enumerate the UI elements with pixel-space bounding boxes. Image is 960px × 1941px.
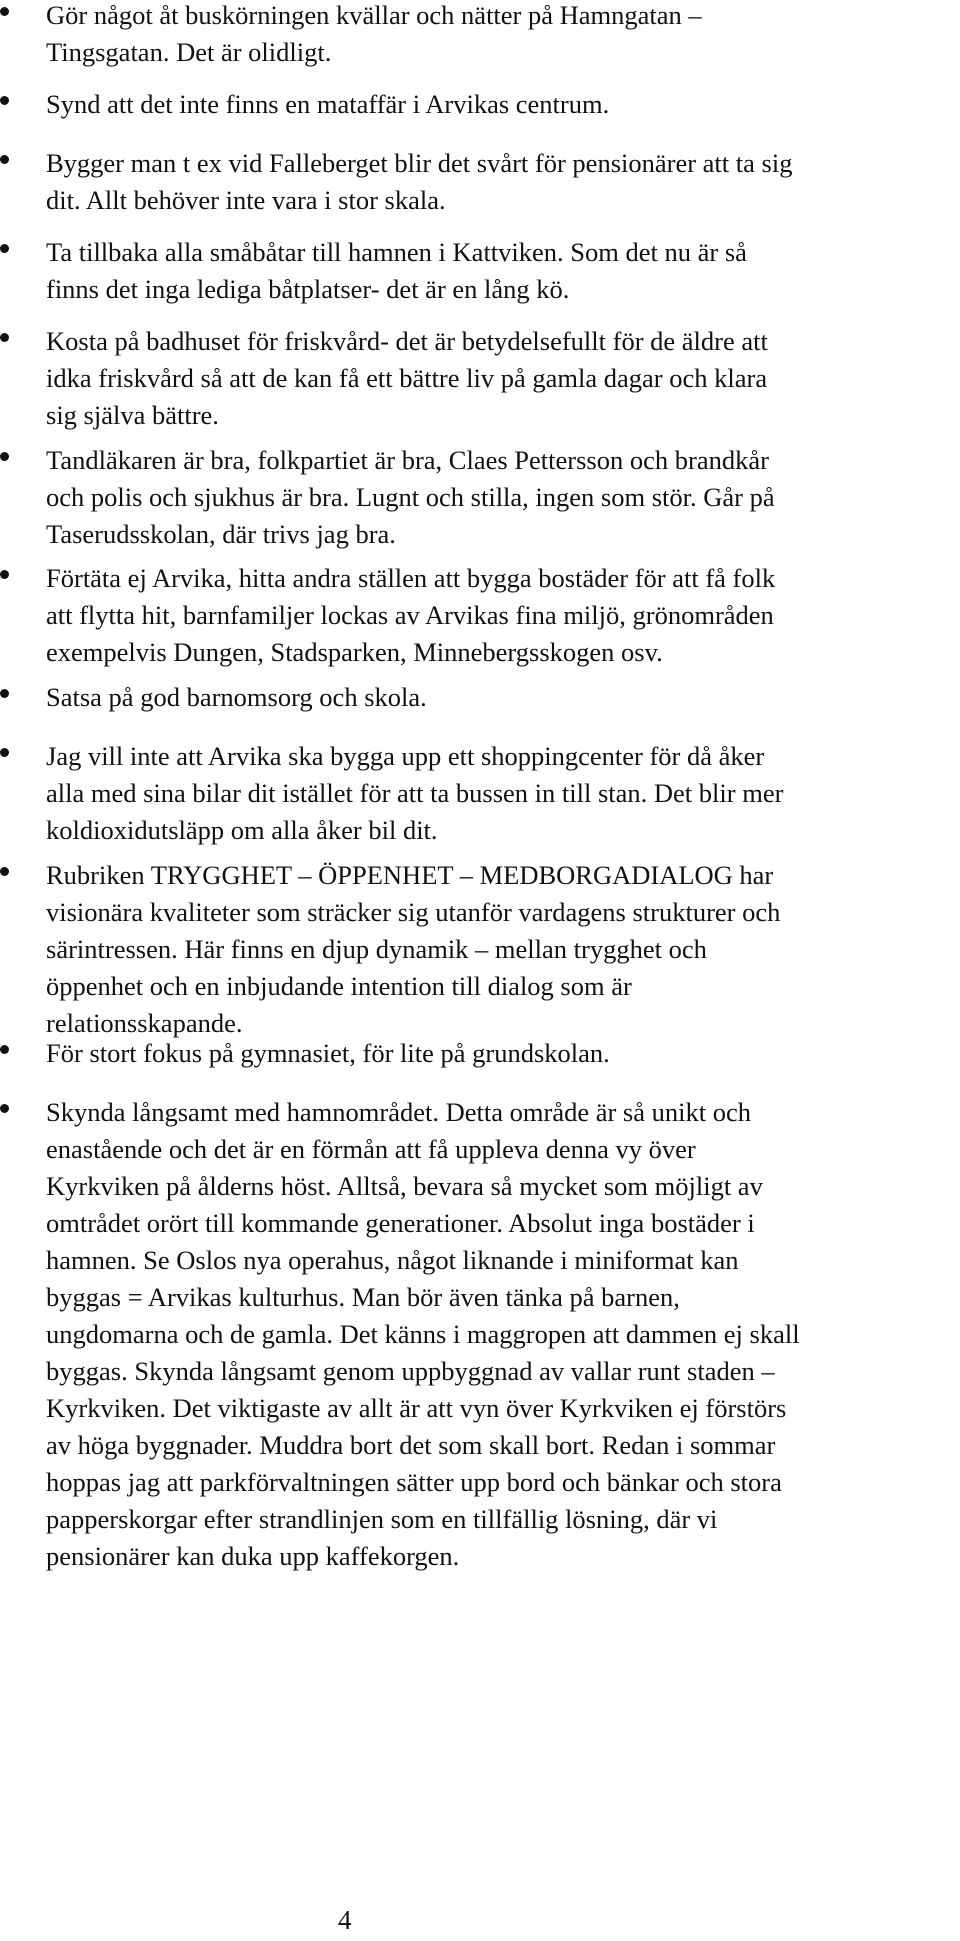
list-item-text: Bygger man t ex vid Falleberget blir det svårt för pensionärer att ta sig dit. Allt behöver inte vara i stor skala. bbox=[46, 148, 793, 215]
bullet-icon bbox=[0, 1045, 9, 1054]
list-item-text: Jag vill inte att Arvika ska bygga upp ett shoppingcenter för då åker alla med sina bilar dit istället för att ta bussen in till stan. Det blir mer koldioxidutsläpp om alla åker bil dit. bbox=[46, 741, 784, 845]
list-item-text: Gör något åt buskörningen kvällar och nätter på Hamngatan – Tingsgatan. Det är olidligt. bbox=[46, 0, 702, 67]
list-item-text: Ta tillbaka alla småbåtar till hamnen i Kattviken. Som det nu är så finns det inga lediga båtplatser- det är en lång kö. bbox=[46, 237, 747, 304]
bullet-icon bbox=[0, 7, 9, 16]
bullet-icon bbox=[0, 155, 9, 164]
bullet-icon bbox=[0, 1104, 9, 1113]
list-item-text: Synd att det inte finns en mataffär i Arvikas centrum. bbox=[46, 89, 610, 119]
bullet-icon bbox=[0, 748, 9, 757]
bullet-icon bbox=[0, 867, 9, 876]
bullet-icon bbox=[0, 244, 9, 253]
list-item-text: För stort fokus på gymnasiet, för lite på grundskolan. bbox=[46, 1038, 610, 1068]
bullet-icon bbox=[0, 689, 9, 698]
list-item-text: Rubriken TRYGGHET – ÖPPENHET – MEDBORGADIALOG har visionära kvaliteter som sträcker sig utanför vardagens strukturer och särintressen. Här finns en djup dynamik – mellan trygghet och öppenhet och en inbjudande intention till dialog som är relationsskapande. bbox=[46, 860, 781, 1038]
list-item-text: Kosta på badhuset för friskvård- det är betydelsefullt för de äldre att idka friskvård så att de kan få ett bättre liv på gamla dagar och klara sig själva bättre. bbox=[46, 326, 768, 430]
bullet-icon bbox=[0, 452, 9, 461]
list-item-text: Satsa på god barnomsorg och skola. bbox=[46, 682, 427, 712]
list-item-text: Tandläkaren är bra, folkpartiet är bra, Claes Pettersson och brandkår och polis och sjukhus är bra. Lugnt och stilla, ingen som stör. Går på Taserudsskolan, där trivs jag bra. bbox=[46, 445, 775, 549]
bullet-icon bbox=[0, 333, 9, 342]
list-item-text: Förtäta ej Arvika, hitta andra ställen att bygga bostäder för att få folk att flytta hit, barnfamiljer lockas av Arvikas fina miljö, grönområden exempelvis Dungen, Stadsparken, Minnebergsskogen osv. bbox=[46, 563, 776, 667]
bullet-icon bbox=[0, 570, 9, 579]
list-item-text: Skynda långsamt med hamnområdet. Detta område är så unikt och enastående och det är en förmån att få uppleva denna vy över Kyrkviken på ålderns höst. Alltså, bevara så mycket som möjligt av omtrådet orört till kommande generationer. Absolut inga bostäder i hamnen. Se Oslos nya operahus, något liknande i miniformat kan byggas = Arvikas kulturhus. Man bör även tänka på barnen, ungdomarna och de gamla. Det känns i maggropen att dammen ej skall byggas. Skynda långsamt genom uppbyggnad av vallar runt staden – Kyrkviken. Det viktigaste av allt är att vyn över Kyrkviken ej förstörs av höga byggnader. Muddra bort det som skall bort. Redan i sommar hoppas jag att parkförvaltningen sätter upp bord och bänkar och stora papperskorgar efter strandlinjen som en tillfällig lösning, där vi pensionärer kan duka upp kaffekorgen. bbox=[46, 1097, 800, 1571]
bullet-icon bbox=[0, 96, 9, 105]
page-number: 4 bbox=[338, 1905, 352, 1935]
